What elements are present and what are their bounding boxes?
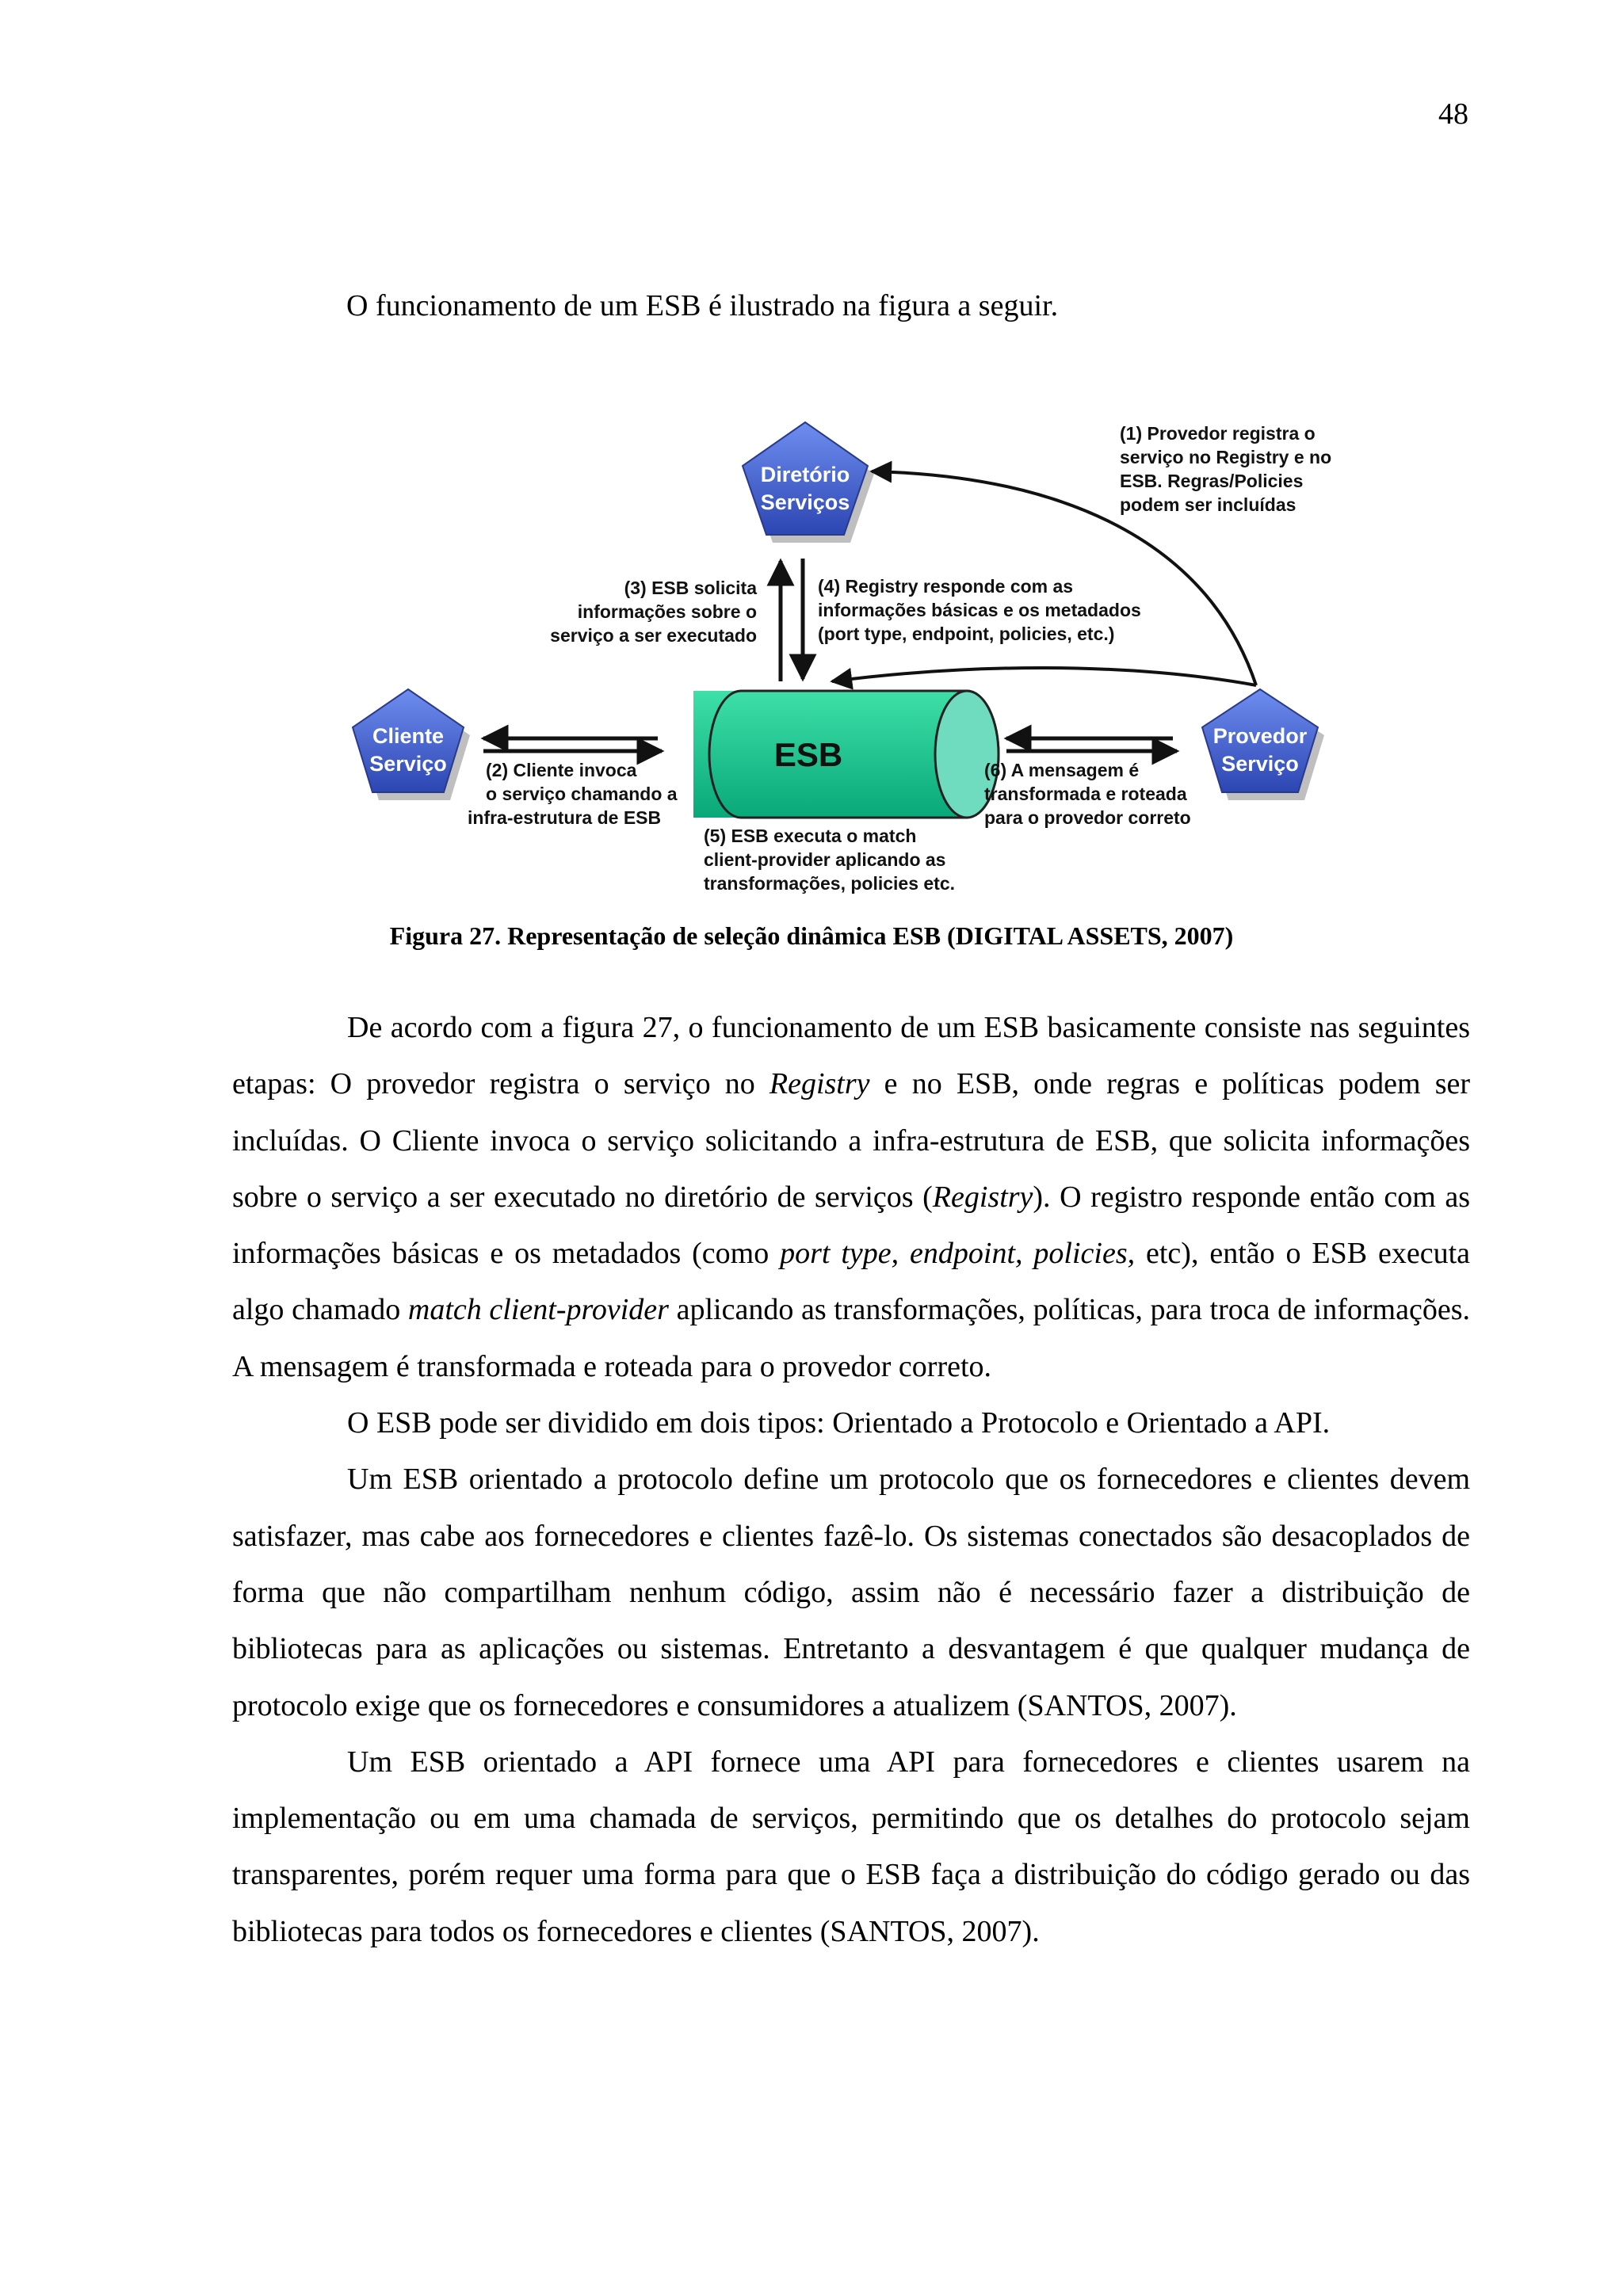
label-step3-line3: serviço a ser executado xyxy=(550,625,757,646)
paragraph-3: Um ESB orientado a protocolo define um protocolo que os fornecedores e clientes devem satisfazer, mas cabe aos fornecedores e clientes fazê-lo. Os sistemas conectados são desacoplados de forma que não compartilham nenhum código, assim não é necessário fazer a distribuição de bibliotecas para as aplicações ou sistemas. Entretanto a desvantagem é que qualquer mudança de protocolo exige que os fornecedores e consumidores a atualizem (SANTOS, 2007). xyxy=(232,1463,1470,1722)
paragraph-2: O ESB pode ser dividido em dois tipos: Orientado a Protocolo e Orientado a API. xyxy=(347,1406,1331,1440)
p1-text-1: De acordo com a figura 27, o funcionamento de um ESB basicamente consiste nas seguintes etapas: O provedor registra o serviço no xyxy=(232,1011,1470,1101)
label-step3 xyxy=(550,578,757,646)
esb-figure xyxy=(333,412,1355,903)
node-diretorio-servicos xyxy=(743,422,874,543)
label-step4-line3: (port type, endpoint, policies, etc.) xyxy=(818,624,1115,644)
label-step1-line2: serviço no Registry e no xyxy=(1120,447,1332,467)
p1-italic-registry-1: Registry xyxy=(769,1067,870,1101)
paragraph-4: Um ESB orientado a API fornece uma API para fornecedores e clientes usarem na implementação ou em uma chamada de serviços, permitindo que os detalhes do protocolo sejam transparentes, porém requer uma forma para que o ESB faça a distribuição do código gerado ou das bibliotecas para todos os fornecedores e clientes (SANTOS, 2007). xyxy=(232,1745,1470,1948)
arrow-provedor-esb xyxy=(832,668,1256,685)
p1-text-3: ). O registro responde então com as informações básicas e os metadados (como xyxy=(232,1180,1470,1271)
figure-caption: Figura 27. Representação de seleção dinâmica ESB (DIGITAL ASSETS, 2007) xyxy=(389,921,1234,950)
label-step5 xyxy=(704,826,955,894)
label-step4-line1: (4) Registry responde com as xyxy=(818,576,1074,597)
label-step2 xyxy=(468,760,678,828)
node-provedor-line2: Serviço xyxy=(1221,752,1299,776)
label-step6-line2: transformada e roteada xyxy=(984,784,1187,804)
label-step2-line3: infra-estrutura de ESB xyxy=(468,807,662,828)
label-step5-line2: client-provider aplicando as xyxy=(704,849,946,870)
p1-italic-metadata: port type, endpoint, policies, xyxy=(780,1237,1136,1271)
intro-paragraph: O funcionamento de um ESB é ilustrado na figura a seguir. xyxy=(346,289,1059,322)
node-cliente-servico xyxy=(353,689,470,800)
label-step6-line3: para o provedor correto xyxy=(984,807,1191,828)
p1-italic-match: match client-provider xyxy=(407,1293,669,1327)
esb-label: ESB xyxy=(773,736,843,773)
p1-text-5: aplicando as transformações, políticas, para troca de informações. A mensagem é transformada e roteada para o provedor correto. xyxy=(232,1293,1470,1383)
label-step4-line2: informações básicas e os metadados xyxy=(818,600,1141,620)
body-text xyxy=(232,1000,1470,1960)
paragraph-1 xyxy=(232,1000,1470,1395)
p1-text-4: etc), então o ESB executa algo chamado xyxy=(232,1237,1471,1327)
node-provedor-servico xyxy=(1202,689,1324,800)
page-number: 48 xyxy=(1438,97,1468,131)
node-diretorio-line2: Serviços xyxy=(760,490,850,514)
label-step4 xyxy=(818,576,1141,644)
label-step1-line3: ESB. Regras/Policies xyxy=(1120,471,1304,491)
label-step3-line2: informações sobre o xyxy=(577,601,757,622)
node-cliente-line2: Serviço xyxy=(369,752,447,776)
node-cliente-line1: Cliente xyxy=(372,724,445,748)
label-step1-line1: (1) Provedor registra o xyxy=(1120,423,1316,444)
p1-italic-registry-2: Registry xyxy=(932,1180,1033,1214)
label-step3-line1: (3) ESB solicita xyxy=(624,578,757,598)
esb-cylinder xyxy=(693,691,999,818)
label-step1-line4: podem ser incluídas xyxy=(1120,494,1296,515)
p1-text-2: e no ESB, onde regras e políticas podem ser incluídas. O Cliente invoca o serviço solicitando a infra-estrutura de ESB, que solicita informações sobre o serviço a ser executado no diretório de serviços ( xyxy=(232,1067,1470,1214)
esb-diagram xyxy=(333,412,1355,903)
label-step1 xyxy=(1120,423,1331,515)
label-step2-line1: (2) Cliente invoca xyxy=(486,760,637,780)
label-step5-line3: transformações, policies etc. xyxy=(704,873,956,894)
node-diretorio-line1: Diretório xyxy=(760,463,850,486)
label-step6 xyxy=(984,760,1191,828)
label-step2-line2: o serviço chamando a xyxy=(486,784,678,804)
label-step5-line1: (5) ESB executa o match xyxy=(704,826,917,846)
node-provedor-line1: Provedor xyxy=(1212,724,1308,748)
label-step6-line1: (6) A mensagem é xyxy=(984,760,1140,780)
